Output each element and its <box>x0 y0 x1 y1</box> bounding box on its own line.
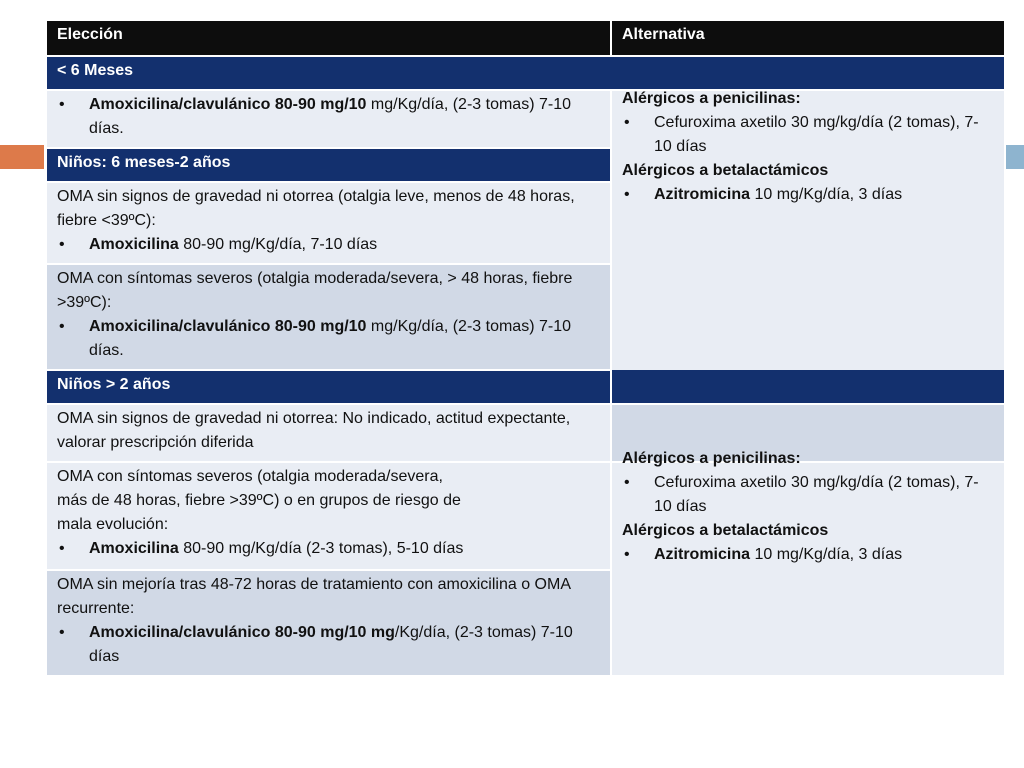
row-6m2a-a-bullet-bold: Amoxicilina <box>89 236 179 253</box>
row-6m2a-b-cell <box>46 264 611 370</box>
row-gt2-c-text: OMA sin mejoría tras 48-72 horas de tratamiento con amoxicilina o OMA recurrente: <box>57 576 571 617</box>
row-lt6-bullet-rest: mg/Kg/día, (2-3 tomas) 7-10 días. <box>89 96 571 137</box>
row-6m2a-b-text: OMA con síntomas severos (otalgia moderada/severa, > 48 horas, fiebre >39ºC): <box>57 270 573 311</box>
header-eleccion: Elección <box>46 20 611 56</box>
row-gt2-b-text-3: mala evolución: <box>57 516 169 533</box>
slide-accent-right <box>1005 145 1024 169</box>
header-alternativa: Alternativa <box>611 20 1005 56</box>
row-gt2-b-bullet-bold: Amoxicilina <box>89 540 179 557</box>
row-6m2a-b-bullet-rest: mg/Kg/día, (2-3 tomas) 7-10 días. <box>89 318 571 359</box>
alt2-beta-bullet <box>622 543 994 567</box>
row-lt6-bullet <box>57 93 600 141</box>
treatment-table <box>45 19 1006 677</box>
alt2-beta-bullet-bold: Azitromicina <box>654 546 751 563</box>
alt1-pen-heading: Alérgicos a penicilinas: <box>622 90 801 107</box>
row-6m2a-a-bullet <box>57 233 600 257</box>
alt1-beta-bullet <box>622 183 994 207</box>
row-6m2a-a-text: OMA sin signos de gravedad ni otorrea (otalgia leve, menos de 48 horas, fiebre <39ºC): <box>57 188 575 229</box>
row-gt2-c-bullet-rest: /Kg/día, (2-3 tomas) 7-10 días <box>89 624 573 665</box>
section-6m2a-label: Niños: 6 meses-2 años <box>46 148 611 182</box>
row-gt2-b-cell <box>46 462 611 570</box>
row-gt2-b-bullet-rest: 80-90 mg/Kg/día (2-3 tomas), 5-10 días <box>178 540 464 557</box>
section-lt6-label: < 6 Meses <box>46 56 1005 90</box>
alt1-pen-bullet: • Cefuroxima axetilo 30 mg/kg/día (2 tomas), 7-10 días <box>622 111 994 159</box>
alt2-pen-heading: Alérgicos a penicilinas: <box>622 450 801 467</box>
row-lt6-cell <box>46 90 611 148</box>
alternative-cell-1 <box>611 90 1005 404</box>
row-gt2-a-cell <box>46 404 611 462</box>
section-gt2-label: Niños > 2 años <box>46 370 1005 404</box>
row-lt6-bullet-bold: Amoxicilina/clavulánico 80-90 mg/10 <box>89 96 367 113</box>
row-gt2-b-bullet <box>57 537 600 561</box>
row-gt2-c-cell <box>46 570 611 676</box>
alt1-beta-bullet-bold: Azitromicina <box>654 186 751 203</box>
row-gt2-c-bullet-bold: Amoxicilina/clavulánico 80-90 mg/10 mg <box>89 624 395 641</box>
alternative-cell-2 <box>611 450 1005 676</box>
section-row-lt6 <box>46 56 1005 90</box>
row-6m2a-a-bullet-rest: 80-90 mg/Kg/día, 7-10 días <box>178 236 378 253</box>
table-row <box>46 90 1005 148</box>
row-gt2-b-text-2: más de 48 horas, fiebre >39ºC) o en grupos de riesgo de <box>57 492 461 509</box>
alt2-beta-heading: Alérgicos a betalactámicos <box>622 522 829 539</box>
row-gt2-b-text-1: OMA con síntomas severos (otalgia moderada/severa, <box>57 468 443 485</box>
alt2-beta-bullet-rest: 10 mg/Kg/día, 3 días <box>750 546 903 563</box>
table-row <box>46 462 1005 570</box>
row-6m2a-a-cell <box>46 182 611 264</box>
row-6m2a-b-bullet <box>57 315 600 363</box>
alt1-beta-heading: Alérgicos a betalactámicos <box>622 162 829 179</box>
row-gt2-c-bullet <box>57 621 600 669</box>
section-row-gt2 <box>46 370 1005 404</box>
row-gt2-a-text: OMA sin signos de gravedad ni otorrea: No indicado, actitud expectante, valorar prescripción diferida <box>57 410 571 451</box>
slide-accent-left <box>0 145 44 169</box>
alt2-pen-bullet: • Cefuroxima axetilo 30 mg/kg/día (2 tomas), 7-10 días <box>622 471 994 519</box>
alt1-beta-bullet-rest: 10 mg/Kg/día, 3 días <box>750 186 903 203</box>
header-row <box>46 20 1005 56</box>
row-6m2a-b-bullet-bold: Amoxicilina/clavulánico 80-90 mg/10 <box>89 318 367 335</box>
